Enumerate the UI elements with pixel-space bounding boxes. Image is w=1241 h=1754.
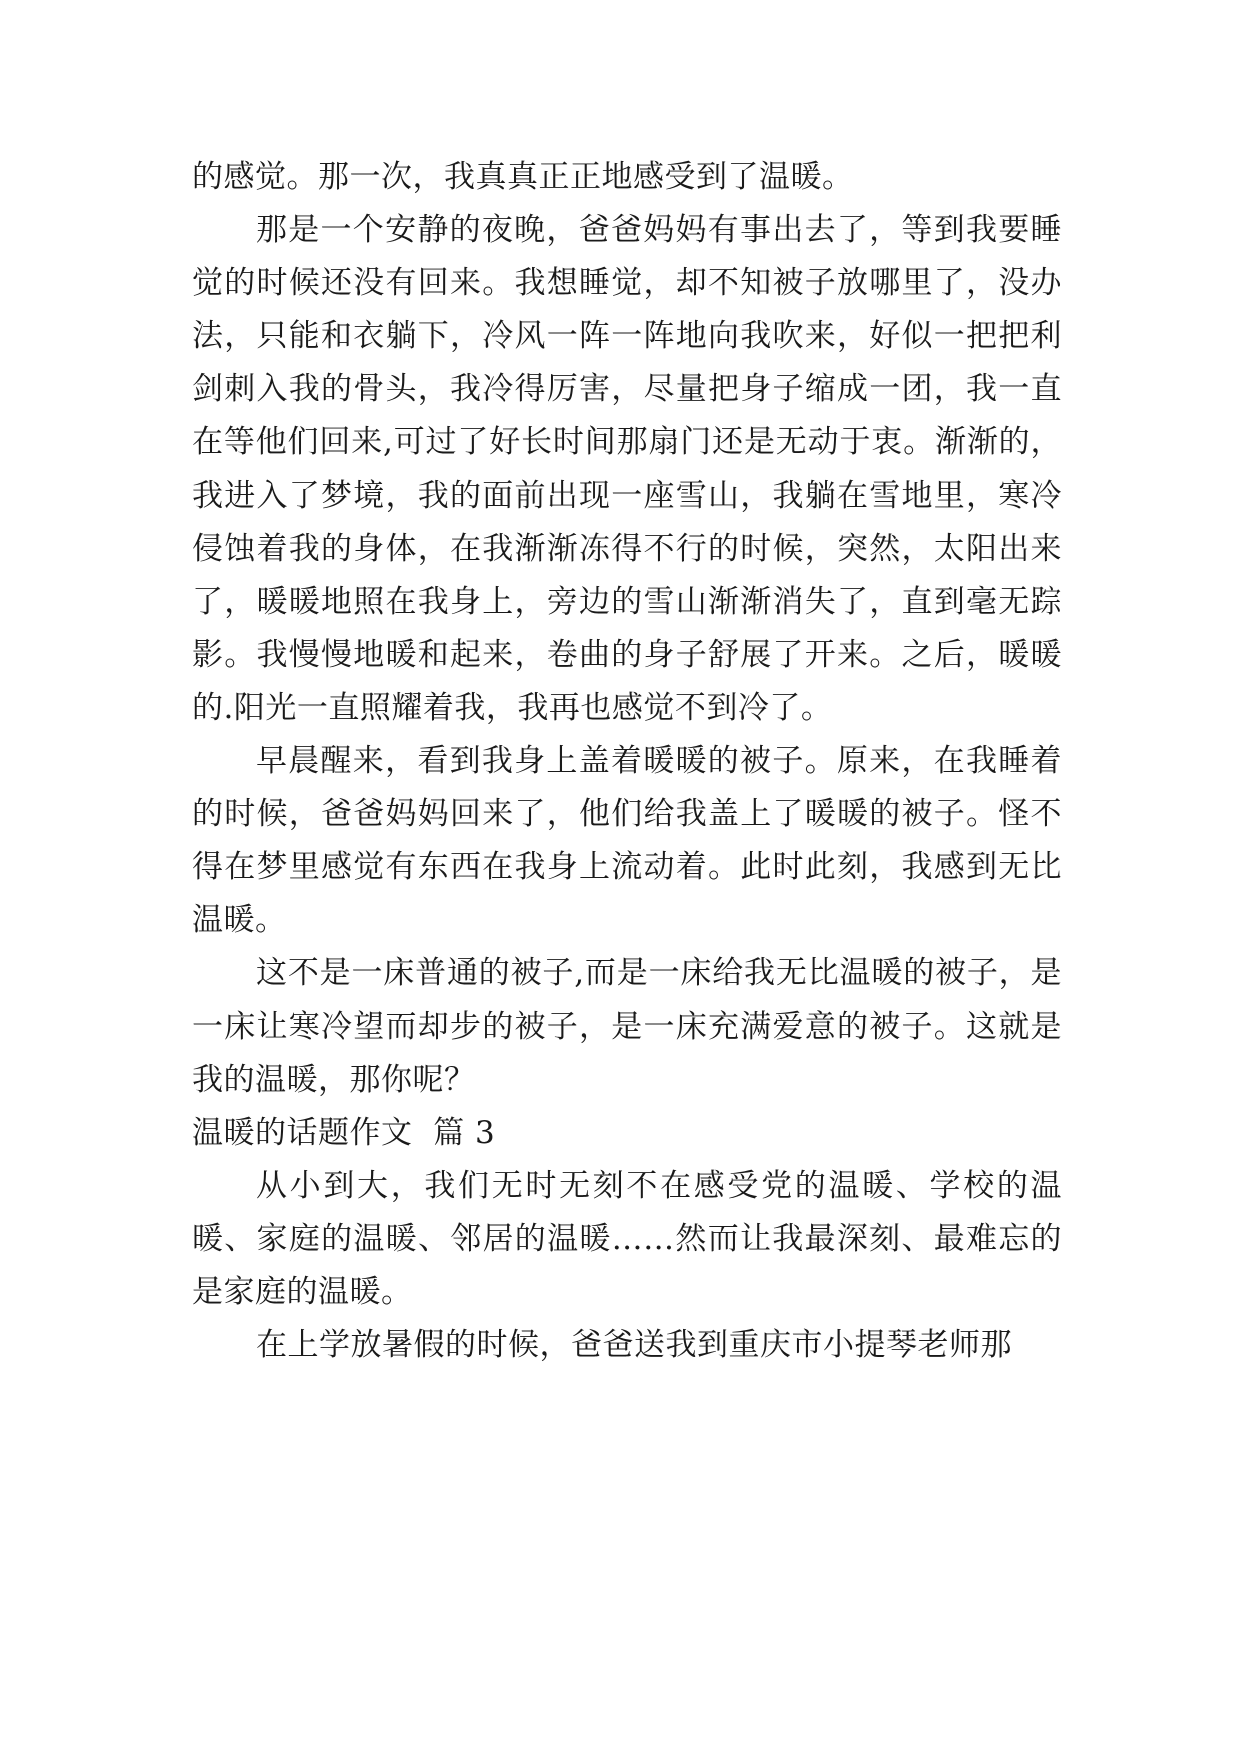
section-heading: 温暖的话题作文 篇 3 [192,1114,496,1151]
document-page [192,151,1062,1372]
paragraph-conclusion: 这不是一床普通的被子,而是一床给我无比温暖的被子，是一床让寒冷望而却步的被子，是一床充满爱意的被子。这就是我的温暖，那你呢？ [192,955,1062,1098]
paragraph-summer: 在上学放暑假的时候，爸爸送我到重庆市小提琴老师那 [256,1327,1012,1364]
paragraph-intro-3: 从小到大，我们无时无刻不在感受党的温暖、学校的温暖、家庭的温暖、邻居的温暖……然而让我最深刻、最难忘的是家庭的温暖。 [192,1167,1062,1310]
paragraph-morning: 早晨醒来，看到我身上盖着暖暖的被子。原来，在我睡着的时候，爸爸妈妈回来了，他们给我盖上了暖暖的被子。怪不得在梦里感觉有东西在我身上流动着。此时此刻，我感到无比温暖。 [192,743,1062,939]
paragraph-night-story: 那是一个安静的夜晚，爸爸妈妈有事出去了，等到我要睡觉的时候还没有回来。我想睡觉，却不知被子放哪里了，没办法，只能和衣躺下，冷风一阵一阵地向我吹来，好似一把把利剑刺入我的骨头，我冷得厉害，尽量把身子缩成一团，我一直在等他们回来,可过了好长时间那扇门还是无动于衷。渐渐的，我进入了梦境，我的面前出现一座雪山，我躺在雪地里，寒冷侵蚀着我的身体，在我渐渐冻得不行的时候，突然，太阳出来了，暖暖地照在我身上，旁边的雪山渐渐消失了，直到毫无踪影。我慢慢地暖和起来，卷曲的身子舒展了开来。之后，暖暖的.阳光一直照耀着我，我再也感觉不到冷了。 [192,212,1062,726]
paragraph-continuation: 的感觉。那一次，我真真正正地感受到了温暖。 [192,159,854,195]
